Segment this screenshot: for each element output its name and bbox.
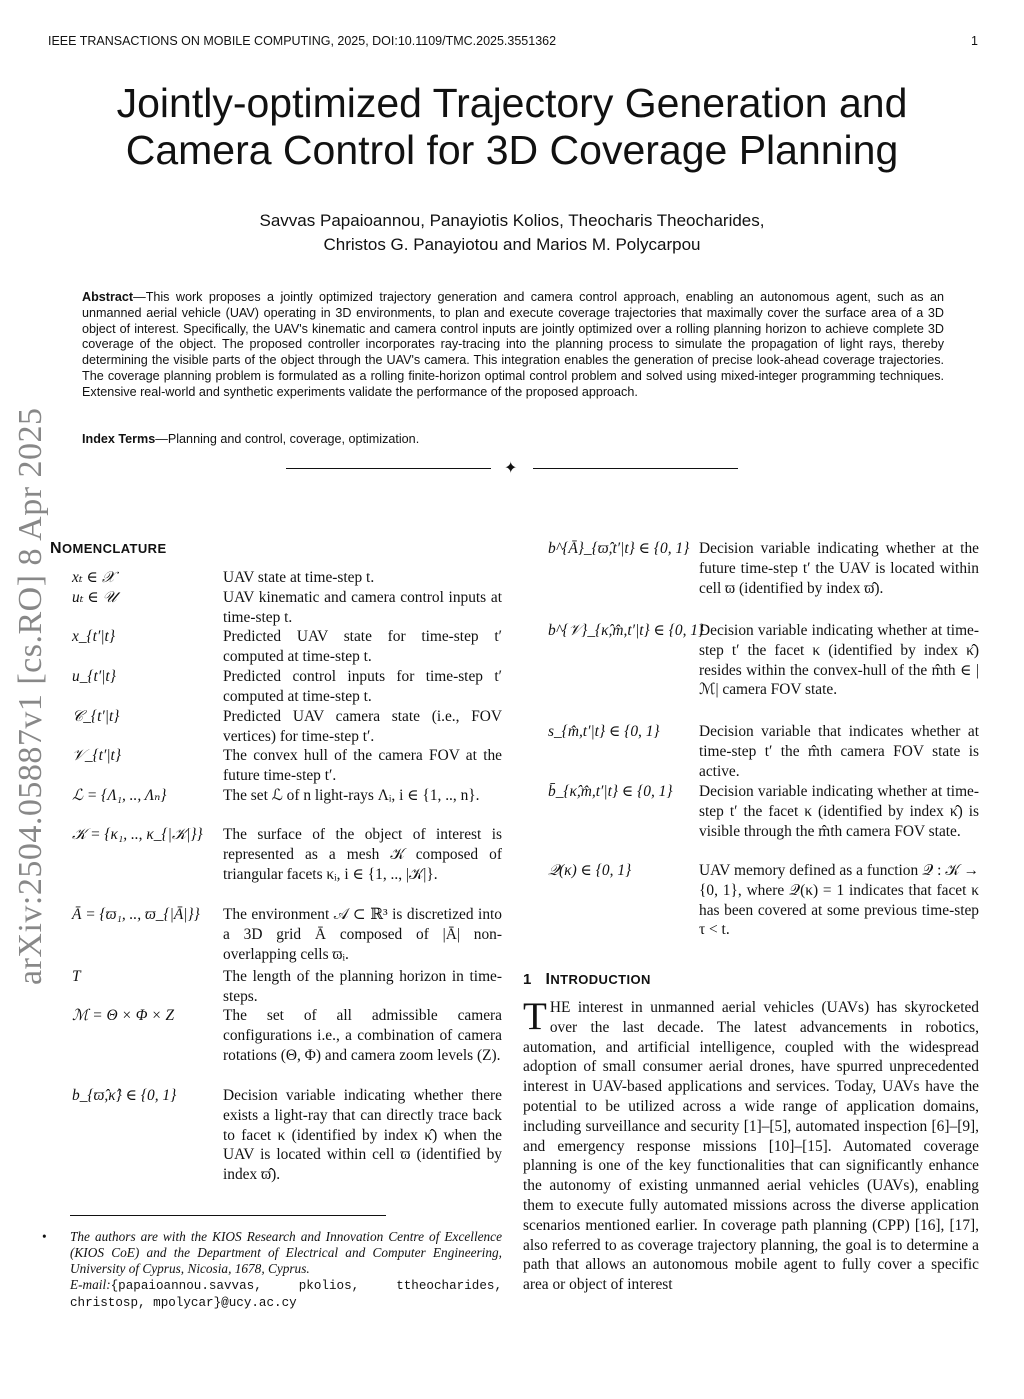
footnote [42,1229,502,1311]
nomenclature-entry [72,967,502,1007]
separator-rule-right [533,468,738,469]
footnote-bullet-icon: • [42,1229,47,1244]
nomenclature-description: The length of the planning horizon in time-steps. [223,968,502,1005]
nomenclature-entry [548,539,979,621]
nomenclature-entry [72,1086,502,1206]
first-word-rest: HE [549,999,571,1016]
nomenclature-entry [72,746,502,786]
nomenclature-entry [72,1006,502,1086]
nomenclature-symbol: b^{𝒱}_{κ̂,m̂,t′|t} ∈ {0, 1} [548,622,705,639]
nomenclature-description: Predicted control inputs for time-step t′ computed at time-step t. [223,668,502,705]
nomenclature-description: Decision variable indicating whether at the future time-step t′ the UAV is located within cell ϖ (identified by index ϖ̂). [699,540,979,597]
footnote-affiliation: The authors are with the KIOS Research and Innovation Centre of Excellence (KIOS CoE) and the Department of Electrical and Computer Engineering, University of Cyprus, Nicosia, 1678, Cyprus. [70,1229,502,1276]
abstract-text: —This work proposes a jointly optimized trajectory generation and camera control approach, enabling an autonomous agent, such as an unmanned aerial vehicle (UAV) operating in 3D environments, to plan and execute coverage trajectories that maximally cover the surface area of a 3D object of interest. Specifically, the UAV's kinematic and camera control inputs are jointly optimized over a rolling planning horizon to achieve complete 3D coverage of the object. The proposed controller incorporates ray-tracing into the planning process to simulate the propagation of light rays, thereby determining the visible parts of the object through the UAV's camera. This integration enables the generation of precise look-ahead coverage trajectories. The coverage planning problem is formulated as a rolling finite-horizon optimal control problem and solved using mixed-integer programming techniques. Extensive real-world and synthetic experiments validate the performance of the proposed approach. [82,290,944,399]
introduction-number: 1 [523,971,532,988]
nomenclature-symbol: xₜ ∈ 𝒳 [72,569,115,586]
nomenclature-description: UAV state at time-step t. [223,569,375,586]
abstract-label: Abstract [82,290,134,304]
nomenclature-description: The convex hull of the camera FOV at the future time-step t′. [223,747,502,784]
nomenclature-description: The set of all admissible camera configurations i.e., a combination of camera rotations (Θ, Φ) and camera zoom levels (Z). [223,1007,502,1064]
nomenclature-entry [548,861,979,941]
nomenclature-symbol: u_{t′|t} [72,668,116,685]
nomenclature-description: UAV memory defined as a function 𝒬 : 𝒦 → {0, 1}, where 𝒬(κ) = 1 indicates that facet κ has been covered at some previous time-step τ < t. [699,862,979,939]
section-separator [286,458,738,478]
nomenclature-entry [72,588,502,628]
paper-title [60,80,964,174]
nomenclature-entry [548,621,979,723]
nomenclature-symbol: 𝒞_{t′|t} [72,708,120,725]
footnote-rule [70,1215,386,1216]
nomenclature-symbol: 𝒬(κ) ∈ {0, 1} [548,862,632,879]
nomenclature-entry [548,722,979,782]
nomenclature-description: UAV kinematic and camera control inputs at time-step t. [223,589,502,626]
author-list [60,209,964,257]
nomenclature-description: Predicted UAV state for time-step t′ computed at time-step t. [223,628,502,665]
nomenclature-description: The surface of the object of interest is represented as a mesh 𝒦 composed of triangular facets κᵢ, i ∈ {1, .., |𝒦|}. [223,826,502,883]
drop-cap: T [523,995,547,1038]
nomenclature-symbol: b^{Ā}_{ϖ̂,t′|t} ∈ {0, 1} [548,540,690,557]
nomenclature-entry [72,627,502,667]
nomenclature-heading [50,540,167,558]
nomenclature-symbol: ℒ = {Λ₁, .., Λₙ} [72,787,167,804]
footnote-email-label: E-mail: [70,1277,111,1292]
introduction-paragraph [523,995,979,1295]
title-line-1: Jointly-optimized Trajectory Generation and [116,80,908,126]
nomenclature-entry [72,786,502,826]
nomenclature-symbol: x_{t′|t} [72,628,115,645]
nomenclature-description: Decision variable that indicates whether at time-step t′ the m̂th camera FOV state is active. [699,723,979,780]
index-terms-text: —Planning and control, coverage, optimization. [155,432,420,446]
nomenclature-symbol: b̄_{κ̂,m̂,t′|t} ∈ {0, 1} [548,783,673,800]
nomenclature-symbol: s_{m̂,t′|t} ∈ {0, 1} [548,723,660,740]
nomenclature-heading-rest: OMENCLATURE [61,541,167,556]
nomenclature-description: The set ℒ of n light-rays Λᵢ, i ∈ {1, .., n}. [223,787,480,804]
nomenclature-description: Decision variable indicating whether at time-step t′ the facet κ (identified by index κ̂) is visible through the m̂th camera FOV state. [699,783,979,840]
nomenclature-entry [72,568,502,588]
nomenclature-symbol: b_{ϖ̂,κ̂} ∈ {0, 1} [72,1087,177,1104]
separator-rule-left [286,468,491,469]
nomenclature-entry [72,667,502,707]
nomenclature-entry [72,825,502,905]
abstract [82,290,944,401]
nomenclature-symbol: 𝒱_{t′|t} [72,747,121,764]
arxiv-stamp: arXiv:2504.05887v1 [cs.RO] 8 Apr 2025 [12,407,49,985]
introduction-heading [523,971,651,989]
page-number: 1 [971,34,978,48]
nomenclature-entry [72,905,502,967]
introduction-heading-rest: NTRODUCTION [550,972,651,987]
nomenclature-description: Decision variable indicating whether there exists a light-ray that can directly trace back to facet κ (identified by index κ̂) when the UAV is located within cell ϖ (identified by index ϖ̂). [223,1087,502,1184]
nomenclature-symbol: Ā = {ϖ₁, .., ϖ_{|Ā|}} [72,906,200,923]
index-terms [82,432,419,446]
nomenclature-entry [548,782,979,862]
authors-line-1: Savvas Papaioannou, Panayiotis Kolios, Theocharis Theocharides, [259,211,765,230]
nomenclature-entry [72,707,502,747]
introduction-heading-initial: I [545,971,551,988]
footnote-text-block [70,1229,502,1311]
authors-line-2: Christos G. Panayiotou and Marios M. Polycarpou [323,235,701,254]
nomenclature-description: Decision variable indicating whether at time-step t′ the facet κ (identified by index κ̂) resides within the convex-hull of the m̂th ∈ |ℳ| camera FOV state. [699,622,979,699]
footnote-email: {papaioannou.savvas, pkolios, ttheocharides, christosp, mpolycar}@ucy.ac.cy [70,1279,502,1310]
running-head: IEEE TRANSACTIONS ON MOBILE COMPUTING, 2025, DOI:10.1109/TMC.2025.3551362 [48,34,557,48]
nomenclature-description: The environment 𝒜 ⊂ ℝ³ is discretized into a 3D grid Ā composed of |Ā| non-overlapping cells ϖᵢ. [223,906,502,963]
nomenclature-symbol: T [72,968,81,985]
nomenclature-description: Predicted UAV camera state (i.e., FOV vertices) for time-step t′. [223,708,502,745]
nomenclature-heading-initial: N [50,540,62,557]
nomenclature-symbol: ℳ = Θ × Φ × Z [72,1007,175,1024]
nomenclature-symbol: 𝒦 = {κ₁, .., κ_{|𝒦|}} [72,826,203,843]
separator-diamond-icon: ✦ [504,460,518,477]
title-line-2: Camera Control for 3D Coverage Planning [125,127,899,173]
introduction-text: interest in unmanned aerial vehicles (UAVs) has skyrocketed over the last decade. The latest advancements in robotics, automation, and artificial intelligence, coupled with the widespread adoption of small consumer aerial drones, have spurred unprecedented interest in UAV-based applications and services. Today, UAVs have the potential to be utilized across a wide range of application domains, including surveillance and security [1]–[5], automated inspection [6]–[9], and emergency response missions [10]–[15]. Automated coverage planning is one of the key functionalities that can significantly enhance the autonomy of existing unmanned aerial vehicles (UAVs), enabling them to execute fully automated missions across the diverse application scenarios mentioned earlier. In coverage path planning (CPP) [16], [17], also referred to as coverage trajectory planning, the goal is to determine a path that allows an autonomous mobile agent to fully cover a specific area or object of interest [523,999,979,1294]
nomenclature-symbol: uₜ ∈ 𝒰 [72,589,117,606]
index-terms-label: Index Terms [82,432,156,446]
